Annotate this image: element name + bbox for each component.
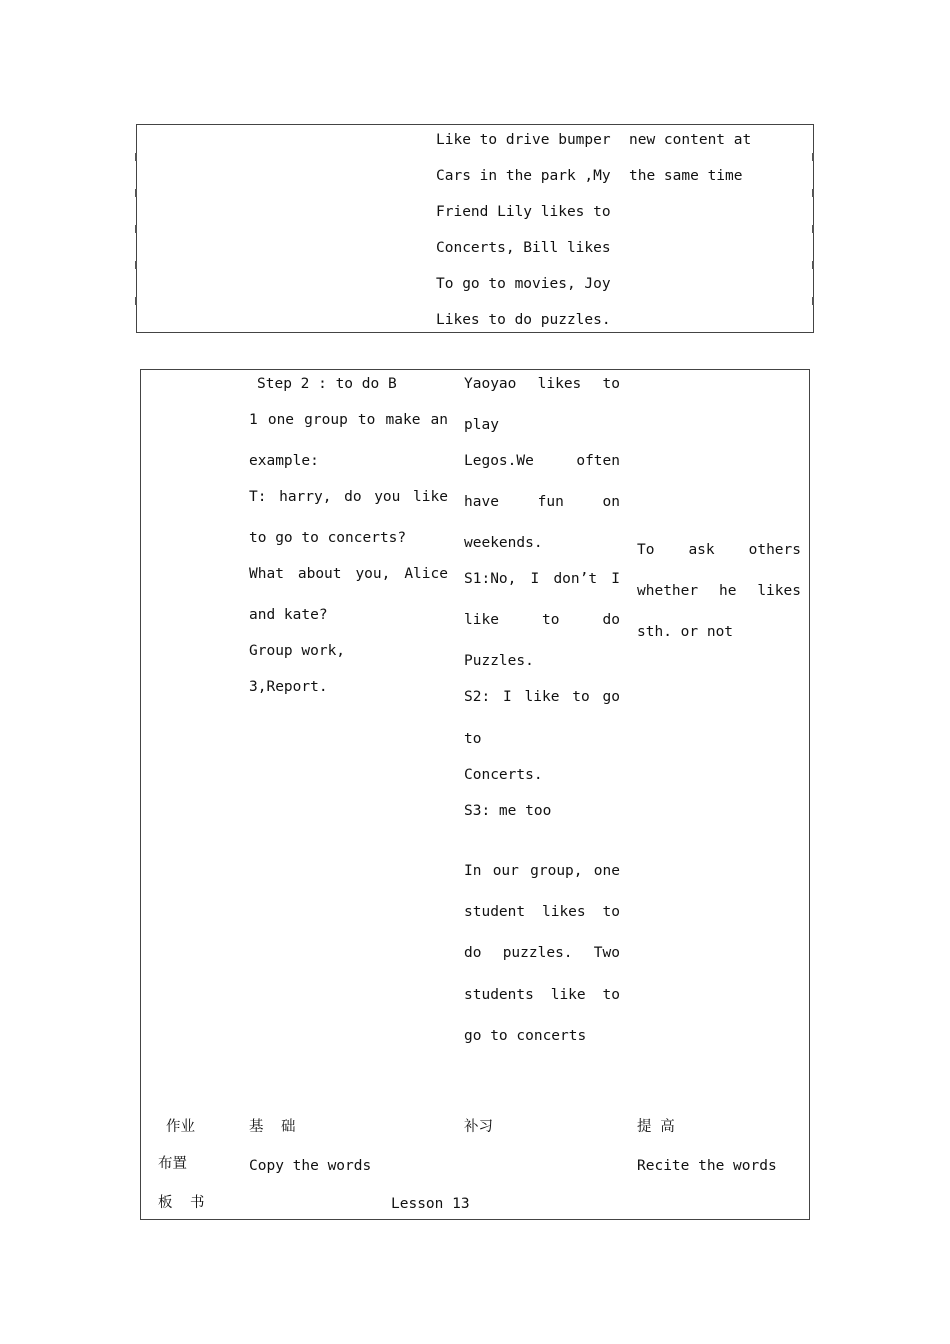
student-word: Yaoyao [464,376,517,392]
activity-word: make [385,412,421,428]
board-label: 板 书 [158,1195,205,1211]
purpose-word: likes [757,583,801,599]
student-word: to [541,612,560,628]
activity-word: like [413,489,448,505]
homework-label: 布置 [158,1156,187,1172]
student-word: have [464,494,499,510]
student-line: S3: me too [464,803,552,819]
student-word: S2: [464,689,491,705]
purpose-word: others [748,542,801,558]
homework-advanced-header: 提 高 [637,1119,675,1135]
activity-line: to go to concerts? [249,530,407,546]
student-line [464,493,620,511]
student-line: weekends. [464,535,543,551]
activity-word: What [249,566,284,582]
activity-word: harry, [279,489,332,505]
table-1-col3-line: Like to drive bumper [436,132,611,148]
student-word: often [576,453,620,469]
table-1-col4-line: new content at [629,132,752,148]
table-1-col4-line: the same time [629,168,743,184]
purpose-word: he [718,583,737,599]
student-line [464,944,620,962]
homework-basic-header: 基 础 [249,1119,296,1135]
table-1-col3-line: Concerts, Bill likes [436,240,611,256]
activity-line: and kate? [249,607,328,623]
student-word: S1:No, [464,571,517,587]
student-line [464,862,620,880]
board-content: Lesson 13 [391,1196,470,1212]
student-word: do [602,612,620,628]
student-word: likes [537,376,582,392]
student-word: I [530,571,540,587]
activity-word: group [304,412,348,428]
student-word: to [602,987,620,1003]
purpose-line [637,541,801,559]
student-word: on [602,494,620,510]
purpose-word: whether [637,583,699,599]
student-word: fun [537,494,564,510]
activity-word: about [297,566,342,582]
student-word: to [572,689,590,705]
student-line [464,570,620,588]
student-line: play [464,417,499,433]
activity-word: one [267,412,295,428]
student-word: students [464,987,534,1003]
student-word: like [464,612,499,628]
student-line: Concerts. [464,767,543,783]
activity-word: to [357,412,376,428]
activity-word: 1 [249,412,258,428]
student-line: go to concerts [464,1028,587,1044]
homework-advanced-content: Recite the words [637,1158,777,1174]
purpose-word: To [637,542,655,558]
activity-line: 3,Report. [249,679,328,695]
activity-word: you, [355,566,391,582]
student-line [464,986,620,1004]
student-word: puzzles. [502,945,573,961]
activity-line [249,488,448,506]
student-word: do [464,945,482,961]
student-word: our [492,863,519,879]
activity-line [249,411,448,429]
student-line [464,688,620,706]
student-word: like [550,987,586,1003]
table-1-frame [136,124,814,333]
activity-word: you [374,489,401,505]
purpose-line [637,582,801,600]
student-word: to [602,904,620,920]
student-word: likes [541,904,586,920]
student-word: In [464,863,482,879]
activity-line: example: [249,453,319,469]
activity-line [249,565,448,583]
student-word: like [524,689,560,705]
homework-basic-content: Copy the words [249,1158,372,1174]
student-word: I [611,571,620,587]
student-word: to [602,376,620,392]
student-word: group, [530,863,583,879]
table-1-col3-line: To go to movies, Joy [436,276,611,292]
student-word: Two [593,945,620,961]
student-word: I [503,689,512,705]
student-word: Legos.We [464,453,534,469]
activity-step-heading: Step 2 : to do B [257,376,397,392]
student-line: Puzzles. [464,653,534,669]
table-1-col3-line: Likes to do puzzles. [436,312,611,328]
homework-label: 作业 [166,1119,195,1135]
activity-word: Alice [404,566,448,582]
purpose-word: ask [688,542,715,558]
purpose-line: sth. or not [637,624,734,640]
student-word: student [464,904,526,920]
student-word: one [593,863,620,879]
activity-line: Group work, [249,643,346,659]
table-1-col3-line: Friend Lily likes to [436,204,611,220]
student-line [464,375,620,393]
student-line [464,611,620,629]
student-line [464,903,620,921]
activity-word: T: [249,489,267,505]
student-word: don’t [553,571,598,587]
activity-word: do [344,489,362,505]
homework-supplement-header: 补习 [464,1119,493,1135]
student-line: to [464,731,482,747]
table-1-col3-line: Cars in the park ,My [436,168,611,184]
student-line [464,452,620,470]
activity-word: an [430,412,448,428]
student-word: go [602,689,620,705]
